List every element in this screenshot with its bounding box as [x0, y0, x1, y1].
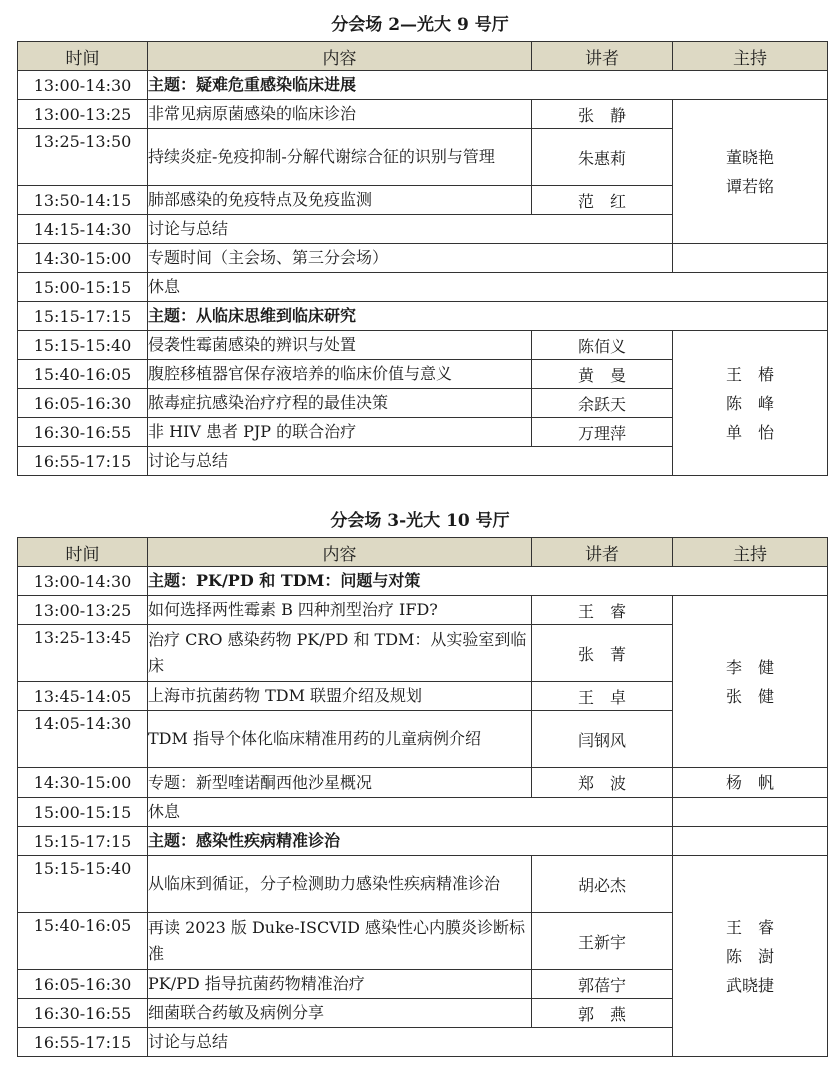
- row-time: 13:00-14:30: [18, 567, 148, 596]
- table-row: [18, 567, 828, 596]
- host-name: 李 健: [725, 657, 774, 677]
- row-time: 13:50-14:15: [18, 186, 148, 215]
- table-row: [18, 331, 828, 360]
- session-3-title: 分会场 3-光大 10 号厅: [330, 511, 510, 531]
- host-cell-2: [673, 856, 828, 1057]
- row-content: 腹腔移植器官保存液培养的临床价值与意义: [148, 360, 532, 389]
- row-speaker: 朱惠莉: [532, 129, 673, 186]
- row-content: 如何选择两性霉素 B 四种剂型治疗 IFD?: [148, 596, 532, 625]
- row-speaker: 余跃天: [532, 389, 673, 418]
- table-row: [18, 302, 828, 331]
- row-time: 15:40-16:05: [18, 913, 148, 970]
- header-speaker: 讲者: [532, 538, 673, 567]
- host-cell-2: [673, 331, 828, 476]
- row-content: 讨论与总结: [148, 215, 673, 244]
- row-speaker: 闫钢风: [532, 711, 673, 768]
- row-time: 15:00-15:15: [18, 798, 148, 827]
- row-time: 15:15-17:15: [18, 827, 148, 856]
- row-speaker: 王 睿: [532, 596, 673, 625]
- host-name: 王 睿: [725, 917, 774, 937]
- host-cell-empty: [673, 827, 828, 856]
- table-row: [18, 244, 828, 273]
- row-time: 15:15-17:15: [18, 302, 148, 331]
- table-row: [18, 273, 828, 302]
- host-name: 张 健: [725, 686, 774, 706]
- table-row: [18, 768, 828, 798]
- row-content: TDM 指导个体化临床精准用药的儿童病例介绍: [148, 711, 532, 768]
- row-speaker: 万理萍: [532, 418, 673, 447]
- row-speaker: 王新宇: [532, 913, 673, 970]
- header-time: 时间: [18, 538, 148, 567]
- row-time: 14:15-14:30: [18, 215, 148, 244]
- host-name: 武晓捷: [725, 975, 774, 995]
- row-speaker: 张 菁: [532, 625, 673, 682]
- header-time: 时间: [18, 42, 148, 71]
- row-content: 细菌联合药敏及病例分享: [148, 999, 532, 1028]
- row-content: 再读 2023 版 Duke-ISCVID 感染性心内膜炎诊断标准: [148, 913, 532, 970]
- host-name: 董晓艳: [725, 147, 774, 167]
- row-content: 讨论与总结: [148, 1028, 673, 1057]
- host-cell-empty: [673, 244, 828, 273]
- row-speaker: 郭 燕: [532, 999, 673, 1028]
- table-row: [18, 596, 828, 625]
- header-content: 内容: [148, 538, 532, 567]
- host-cell-empty: [673, 798, 828, 827]
- row-content: PK/PD 指导抗菌药物精准治疗: [148, 970, 532, 999]
- row-content: 上海市抗菌药物 TDM 联盟介绍及规划: [148, 682, 532, 711]
- host-cell-1: [673, 596, 828, 768]
- row-content: 治疗 CRO 感染药物 PK/PD 和 TDM：从实验室到临床: [148, 625, 532, 682]
- host-cell-single: 杨 帆: [673, 768, 828, 798]
- row-speaker: 范 红: [532, 186, 673, 215]
- row-speaker: 陈佰义: [532, 331, 673, 360]
- row-time: 15:15-15:40: [18, 856, 148, 913]
- row-content: 休息: [148, 798, 673, 827]
- row-time: 13:00-13:25: [18, 596, 148, 625]
- header-speaker: 讲者: [532, 42, 673, 71]
- host-name: 陈 峰: [725, 393, 774, 413]
- row-time: 16:55-17:15: [18, 1028, 148, 1057]
- row-content: 专题时间（主会场、第三分会场）: [148, 244, 673, 273]
- row-content: 讨论与总结: [148, 447, 673, 476]
- row-content: 休息: [148, 273, 828, 302]
- row-content: 专题：新型喹诺酮西他沙星概况: [148, 768, 532, 798]
- row-content: 肺部感染的免疫特点及免疫监测: [148, 186, 532, 215]
- row-time: 16:55-17:15: [18, 447, 148, 476]
- header-host: 主持: [673, 42, 828, 71]
- row-speaker: 郑 波: [532, 768, 673, 798]
- row-content: 从临床到循证，分子检测助力感染性疾病精准诊治: [148, 856, 532, 913]
- row-speaker: 黄 曼: [532, 360, 673, 389]
- row-theme: 主题：PK/PD 和 TDM：问题与对策: [148, 567, 828, 596]
- row-theme: 主题：从临床思维到临床研究: [148, 302, 828, 331]
- row-speaker: 郭蓓宁: [532, 970, 673, 999]
- header-content: 内容: [148, 42, 532, 71]
- row-time: 14:05-14:30: [18, 711, 148, 768]
- row-content: 非 HIV 患者 PJP 的联合治疗: [148, 418, 532, 447]
- session-2-table: [17, 41, 828, 476]
- row-content: 脓毒症抗感染治疗疗程的最佳决策: [148, 389, 532, 418]
- table-row: [18, 856, 828, 913]
- host-cell-1: [673, 100, 828, 244]
- row-time: 15:00-15:15: [18, 273, 148, 302]
- host-name: 谭若铭: [725, 176, 774, 196]
- header-host: 主持: [673, 538, 828, 567]
- session-3-table: [17, 537, 828, 1057]
- row-speaker: 张 静: [532, 100, 673, 129]
- row-time: 16:05-16:30: [18, 389, 148, 418]
- row-time: 15:15-15:40: [18, 331, 148, 360]
- row-time: 15:40-16:05: [18, 360, 148, 389]
- row-time: 13:45-14:05: [18, 682, 148, 711]
- row-content: 侵袭性霉菌感染的辨识与处置: [148, 331, 532, 360]
- row-time: 13:25-13:45: [18, 625, 148, 682]
- row-content: 非常见病原菌感染的临床诊治: [148, 100, 532, 129]
- row-speaker: 胡必杰: [532, 856, 673, 913]
- row-time: 13:00-13:25: [18, 100, 148, 129]
- table-row: [18, 100, 828, 129]
- row-time: 14:30-15:00: [18, 768, 148, 798]
- row-time: 16:30-16:55: [18, 999, 148, 1028]
- row-time: 13:00-14:30: [18, 71, 148, 100]
- host-name: 王 椿: [725, 364, 774, 384]
- session-2-title: 分会场 2—光大 9 号厅: [331, 15, 509, 35]
- row-time: 16:05-16:30: [18, 970, 148, 999]
- row-time: 14:30-15:00: [18, 244, 148, 273]
- host-name: 单 怡: [725, 422, 774, 442]
- row-theme: 主题：疑难危重感染临床进展: [148, 71, 828, 100]
- table-header-row: [18, 538, 828, 567]
- row-time: 13:25-13:50: [18, 129, 148, 186]
- row-content: 持续炎症-免疫抑制-分解代谢综合征的识别与管理: [148, 129, 532, 186]
- table-row: [18, 827, 828, 856]
- row-speaker: 王 卓: [532, 682, 673, 711]
- table-row: [18, 71, 828, 100]
- table-row: [18, 798, 828, 827]
- row-time: 16:30-16:55: [18, 418, 148, 447]
- host-name: 陈 澍: [725, 946, 774, 966]
- row-theme: 主题：感染性疾病精准诊治: [148, 827, 673, 856]
- table-header-row: [18, 42, 828, 71]
